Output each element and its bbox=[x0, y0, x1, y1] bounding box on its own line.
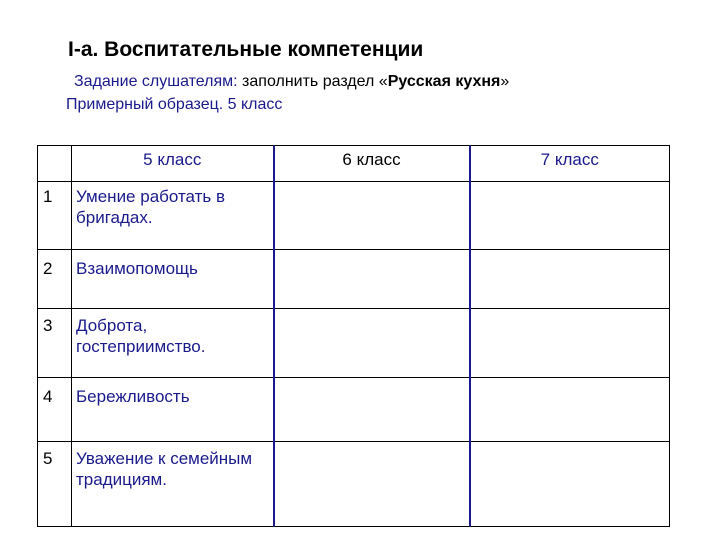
sample-caption: Примерный образец. 5 класс bbox=[66, 96, 283, 113]
task-text: заполнить раздел « bbox=[237, 73, 388, 90]
row-number: 1 bbox=[38, 182, 72, 250]
table-row bbox=[38, 442, 670, 527]
row-grade-6-cell[interactable] bbox=[274, 378, 470, 442]
header-grade-7: 7 класс bbox=[470, 146, 670, 182]
header-grade-5: 5 класс bbox=[72, 146, 274, 182]
row-competency: Доброта, гостеприимство. bbox=[72, 309, 274, 378]
row-grade-7-cell[interactable] bbox=[470, 182, 670, 250]
header-num bbox=[38, 146, 72, 182]
header-grade-6: 6 класс bbox=[274, 146, 470, 182]
row-grade-7-cell[interactable] bbox=[470, 378, 670, 442]
row-grade-6-cell[interactable] bbox=[274, 309, 470, 378]
row-grade-6-cell[interactable] bbox=[274, 250, 470, 309]
row-number: 5 bbox=[38, 442, 72, 527]
row-grade-7-cell[interactable] bbox=[470, 250, 670, 309]
table-row bbox=[38, 250, 670, 309]
row-competency: Умение работать в бригадах. bbox=[72, 182, 274, 250]
row-grade-6-cell[interactable] bbox=[274, 442, 470, 527]
row-grade-6-cell[interactable] bbox=[274, 182, 470, 250]
row-competency: Бережливость bbox=[72, 378, 274, 442]
row-competency: Уважение к семейным традициям. bbox=[72, 442, 274, 527]
task-highlight: Русская кухня bbox=[387, 73, 501, 90]
task-label: Задание слушателям: bbox=[74, 73, 238, 90]
task-end: » bbox=[500, 73, 510, 90]
row-competency: Взаимопомощь bbox=[72, 250, 274, 309]
table-row bbox=[38, 182, 670, 250]
competencies-table bbox=[37, 145, 670, 527]
table-header-row bbox=[38, 146, 670, 182]
row-number: 4 bbox=[38, 378, 72, 442]
row-number: 3 bbox=[38, 309, 72, 378]
task-instruction bbox=[74, 73, 509, 91]
row-number: 2 bbox=[38, 250, 72, 309]
table-row bbox=[38, 309, 670, 378]
table-row bbox=[38, 378, 670, 442]
row-grade-7-cell[interactable] bbox=[470, 309, 670, 378]
page-title: I-а. Воспитательные компетенции bbox=[68, 38, 424, 61]
row-grade-7-cell[interactable] bbox=[470, 442, 670, 527]
